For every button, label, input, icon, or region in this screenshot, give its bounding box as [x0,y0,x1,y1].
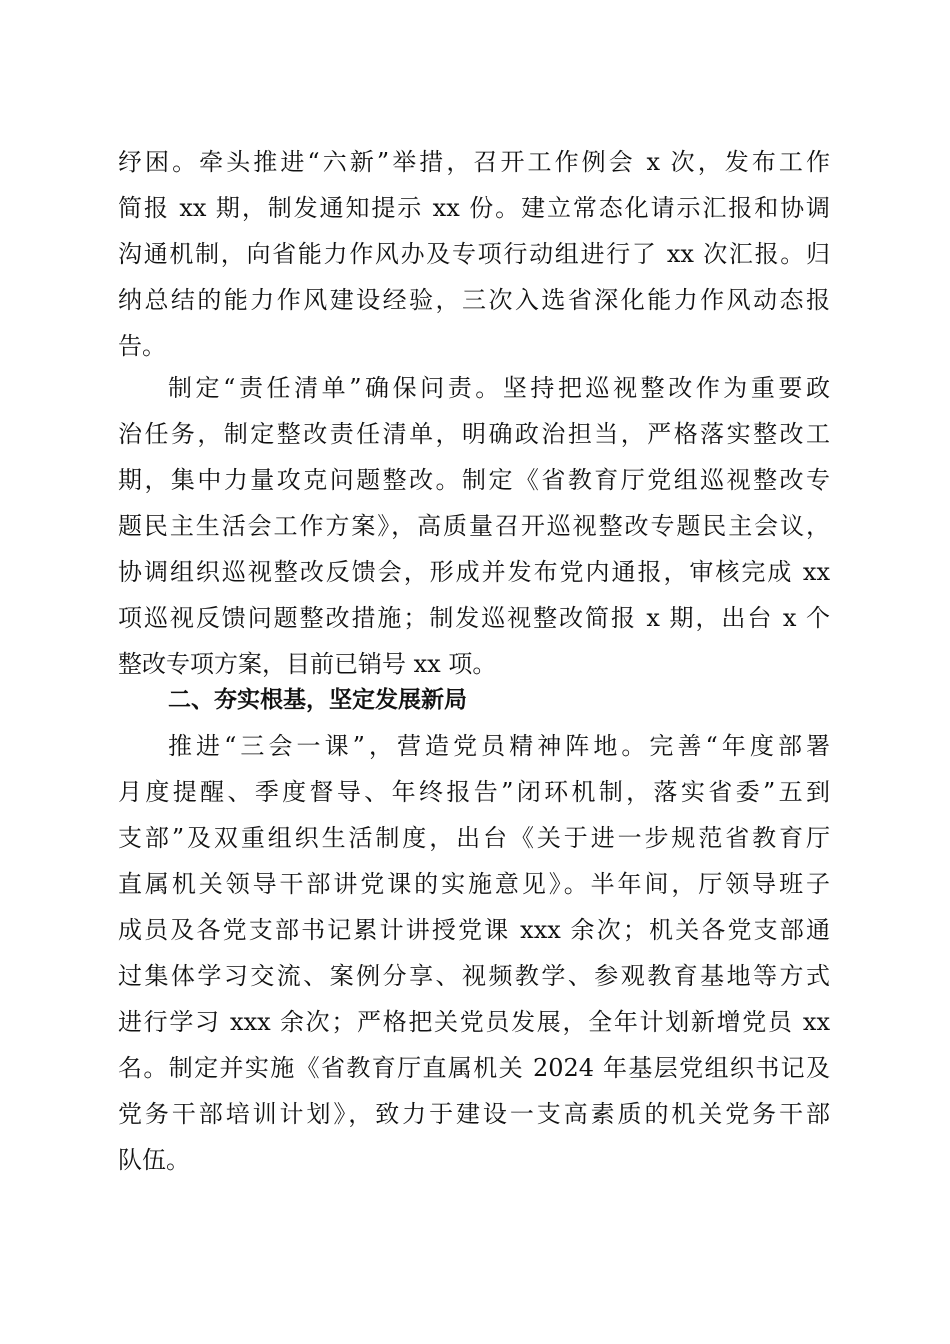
paragraph-1-line: 沟通机制，向省能力作风办及专项行动组进行了 xx 次汇报。归 [118,240,830,268]
paragraph-2-line: 项巡视反馈问题整改措施；制发巡视整改简报 x 期，出台 x 个 [118,604,830,632]
paragraph-1-line: 告。 [118,332,166,360]
paragraph-3-line: 推进“三会一课”，营造党员精神阵地。完善“年度部署 [168,732,830,760]
section-heading: 二、夯实根基，坚定发展新局 [168,687,467,713]
paragraph-2 [118,365,830,687]
paragraph-2-line: 期，集中力量攻克问题整改。制定《省教育厅党组巡视整改专 [118,466,830,494]
paragraph-1-line: 简报 xx 期，制发通知提示 xx 份。建立常态化请示汇报和协调 [118,194,830,222]
paragraph-1-line: 纳总结的能力作风建设经验，三次入选省深化能力作风动态报 [118,286,830,314]
paragraph-3-line: 名。制定并实施《省教育厅直属机关 2024 年基层党组织书记及 [118,1054,830,1082]
paragraph-1 [118,139,830,369]
paragraph-2-line: 题民主生活会工作方案》，高质量召开巡视整改专题民主会议， [118,512,830,540]
paragraph-3-line: 月度提醒、季度督导、年终报告”闭环机制，落实省委”五到 [118,778,830,806]
paragraph-3-line: 过集体学习交流、案例分享、视频教学、参观教育基地等方式 [118,962,830,990]
paragraph-2-line: 治任务，制定整改责任清单，明确政治担当，严格落实整改工 [118,420,830,448]
paragraph-2-line: 协调组织巡视整改反馈会，形成并发布党内通报，审核完成 xx [118,558,830,586]
paragraph-3 [118,723,830,1183]
paragraph-3-line: 成员及各党支部书记累计讲授党课 xxx 余次；机关各党支部通 [118,916,830,944]
paragraph-2-line: 整改专项方案，目前已销号 xx 项。 [118,650,497,678]
paragraph-3-line: 支部”及双重组织生活制度，出台《关于进一步规范省教育厅 [118,824,830,852]
paragraph-3-line: 直属机关领导干部讲党课的实施意见》。半年间，厅领导班子 [118,870,830,898]
paragraph-3-line: 党务干部培训计划》，致力于建设一支高素质的机关党务干部 [118,1100,830,1128]
paragraph-3-line: 进行学习 xxx 余次；严格把关党员发展，全年计划新增党员 xx [118,1008,830,1036]
paragraph-3-line: 队伍。 [118,1146,190,1174]
paragraph-1-line: 纾困。牵头推进“六新”举措，召开工作例会 x 次，发布工作 [118,148,830,176]
paragraph-2-line: 制定“责任清单”确保问责。坚持把巡视整改作为重要政 [168,374,830,402]
